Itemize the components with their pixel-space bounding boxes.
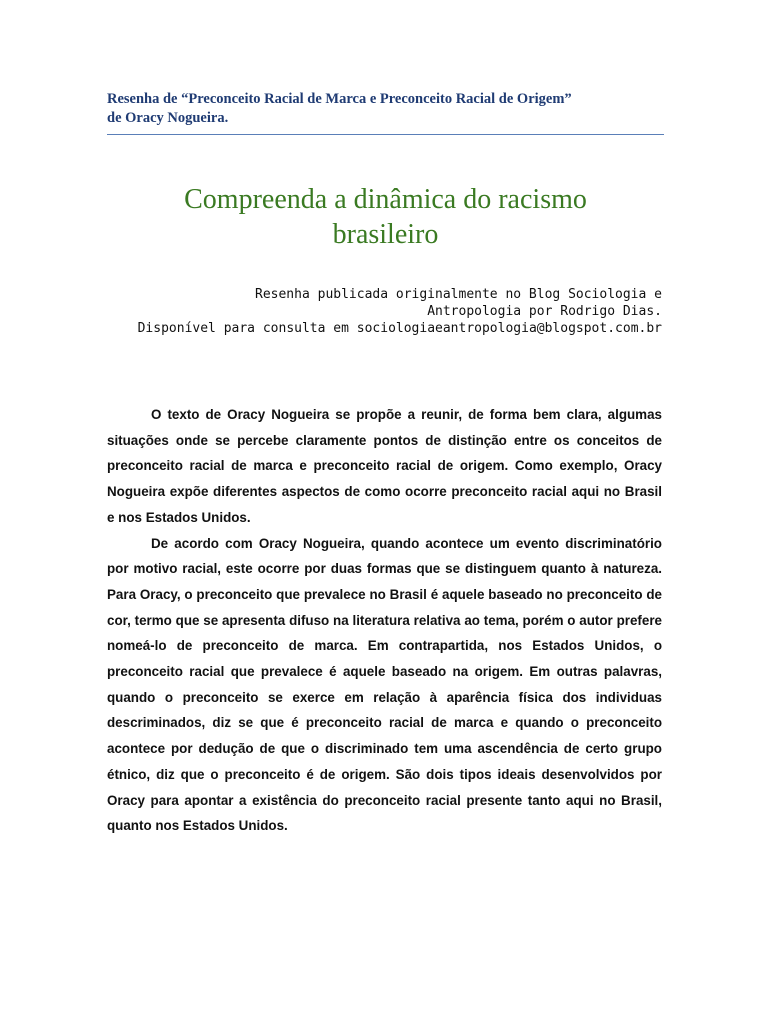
title-line-1: Compreenda a dinâmica do racismo xyxy=(184,184,587,215)
page-title xyxy=(107,182,664,252)
paragraph: O texto de Oracy Nogueira se propõe a reunir, de forma bem clara, algumas situações onde se percebe claramente pontos de distinção entre os conceitos de preconceito racial de marca e preconceito racial de origem. Como exemplo, Oracy Nogueira expõe diferentes aspectos de como ocorre preconceito racial aqui no Brasil e nos Estados Unidos. xyxy=(107,407,662,525)
source-note xyxy=(100,286,662,337)
source-line-2: Antropologia por Rodrigo Dias. xyxy=(427,304,662,319)
header-line-2: de Oracy Nogueira. xyxy=(107,110,229,126)
title-line-2: brasileiro xyxy=(332,219,439,250)
header-line-1: Resenha de “Preconceito Racial de Marca e Preconceito Racial de Origem” xyxy=(107,91,572,107)
document-header xyxy=(107,90,663,128)
source-line-3: Disponível para consulta em sociologiaeantropologia@blogspot.com.br xyxy=(137,321,662,336)
article-body xyxy=(107,402,662,839)
source-line-1: Resenha publicada originalmente no Blog Sociologia e xyxy=(255,287,662,302)
paragraph: De acordo com Oracy Nogueira, quando acontece um evento discriminatório por motivo racial, este ocorre por duas formas que se distinguem quanto à natureza. Para Oracy, o preconceito que prevalece no Brasil é aquele baseado no preconceito de cor, termo que se apresenta difuso na literatura relativa ao tema, porém o autor prefere nomeá-lo de preconceito de marca. Em contrapartida, nos Estados Unidos, o preconceito racial que prevalece é aquele baseado na origem. Em outras palavras, quando o preconceito se exerce em relação à aparência física dos individuas descriminados, diz se que é preconceito racial de marca e quando o preconceito acontece por dedução de que o discriminado tem uma ascendência de certo grupo étnico, diz que o preconceito é de origem. São dois tipos ideais desenvolvidos por Oracy para apontar a existência do preconceito racial presente tanto aqui no Brasil, quanto nos Estados Unidos. xyxy=(107,535,662,834)
header-divider xyxy=(107,134,664,135)
